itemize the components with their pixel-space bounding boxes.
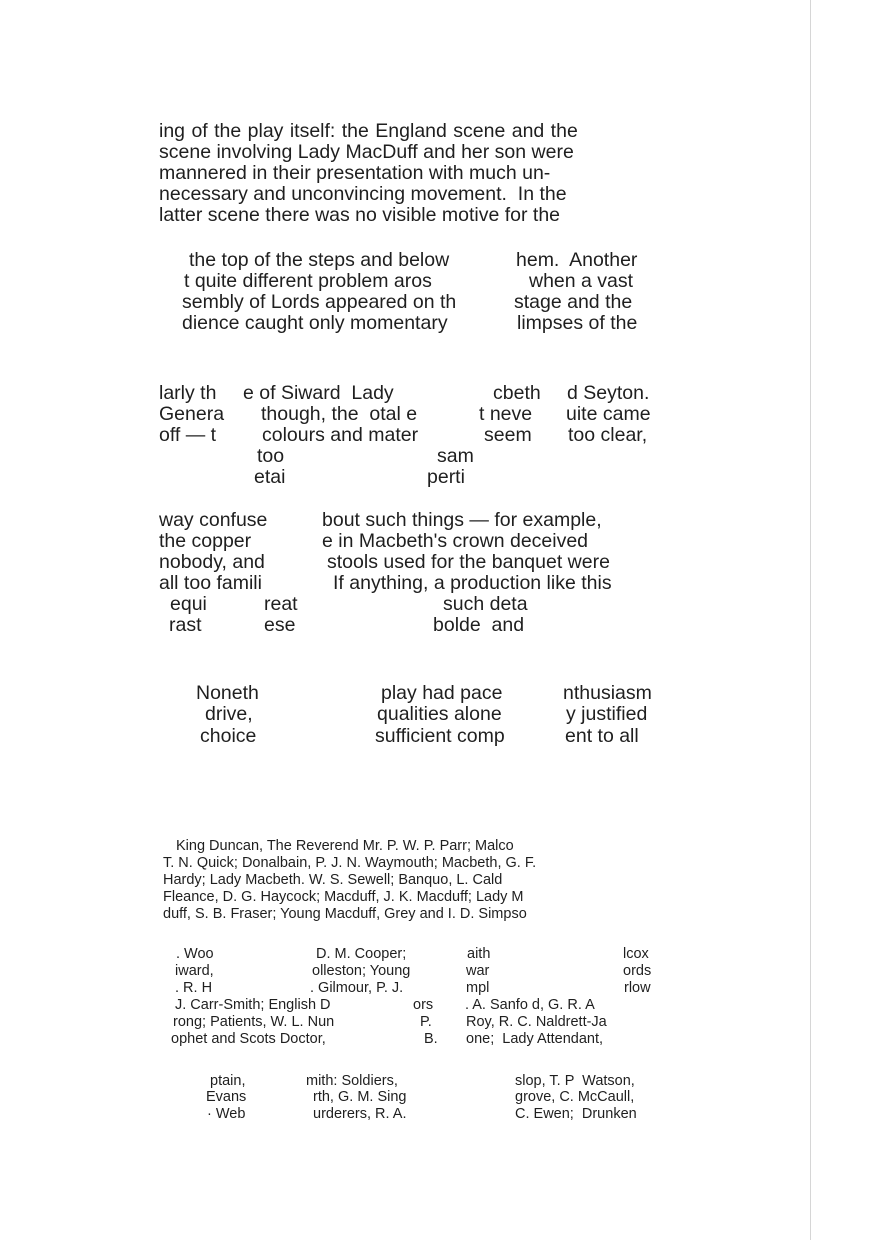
cast-fragment: ors (413, 997, 434, 1013)
text-fragment: colours and mater (262, 424, 419, 446)
text-fragment: ent to all (565, 725, 639, 747)
cast-fragment: C. Ewen; Drunken (515, 1106, 637, 1122)
text-fragment: hem. Another (516, 249, 638, 271)
cast-fragment: Evans (206, 1089, 247, 1105)
text-fragment: equi (170, 593, 207, 615)
text-fragment: sam (437, 445, 474, 467)
cast-fragment: mith: Soldiers, (306, 1073, 398, 1089)
cast-fragment: aith (467, 946, 491, 962)
cast-line: King Duncan, The Reverend Mr. P. W. P. Parr; Malco (176, 838, 514, 854)
text-fragment: uite came (566, 403, 651, 425)
text-fragment: play had pace (381, 682, 503, 704)
text-line: mannered in their presentation with much un- (159, 162, 551, 184)
text-fragment: sufficient comp (375, 725, 505, 747)
text-fragment: limpses of the (517, 312, 638, 334)
cast-fragment: J. Carr-Smith; English D (175, 997, 331, 1013)
text-line: ing of the play itself: the England scene and the (159, 120, 578, 142)
text-fragment: dience caught only momentary (182, 312, 448, 334)
cast-line: T. N. Quick; Donalbain, P. J. N. Waymouth; Macbeth, G. F. (163, 855, 537, 871)
text-fragment: reat (264, 593, 298, 615)
text-fragment: drive, (205, 703, 253, 725)
text-line: latter scene there was no visible motive for the (159, 204, 561, 226)
text-fragment: seem (484, 424, 532, 446)
text-fragment: Noneth (196, 682, 259, 704)
cast-fragment: . A. Sanfo d, G. R. A (465, 997, 595, 1013)
text-fragment: If anything, a production like this (333, 572, 612, 594)
text-fragment: all too famili (159, 572, 262, 594)
text-fragment: though, the otal e (261, 403, 418, 425)
cast-line: Hardy; Lady Macbeth. W. S. Sewell; Banquo, L. Cald (163, 872, 503, 888)
cast-fragment: . Woo (176, 946, 214, 962)
cast-fragment: . Gilmour, P. J. (310, 980, 404, 996)
text-fragment: nobody, and (159, 551, 265, 573)
text-fragment: stools used for the banquet were (327, 551, 610, 573)
cast-fragment: olleston; Young (312, 963, 411, 979)
cast-fragment: P. (420, 1014, 432, 1030)
cast-fragment: rth, G. M. Sing (313, 1089, 407, 1105)
text-fragment: perti (427, 466, 465, 488)
cast-fragment: urderers, R. A. (313, 1106, 407, 1122)
text-fragment: rast (169, 614, 202, 636)
text-fragment: e of Siward Lady (243, 382, 394, 404)
cast-fragment: war (466, 963, 490, 979)
cast-fragment: lcox (623, 946, 649, 962)
text-fragment: d Seyton. (567, 382, 650, 404)
text-fragment: t neve (479, 403, 533, 425)
cast-fragment: mpl (466, 980, 490, 996)
text-fragment: the copper (159, 530, 252, 552)
text-fragment: off — t (159, 424, 217, 446)
text-fragment: sembly of Lords appeared on th (182, 291, 457, 313)
cast-fragment: rong; Patients, W. L. Nun (173, 1014, 335, 1030)
text-fragment: nthusiasm (563, 682, 652, 704)
text-fragment: y justified (566, 703, 648, 725)
text-fragment: such deta (443, 593, 528, 615)
text-fragment: etai (254, 466, 286, 488)
cast-fragment: · Web (207, 1106, 246, 1122)
text-line: scene involving Lady MacDuff and her son were (159, 141, 574, 163)
cast-line: duff, S. B. Fraser; Young Macduff, Grey and I. D. Simpso (163, 906, 527, 922)
cast-fragment: iward, (175, 963, 214, 979)
text-fragment: bolde and (433, 614, 525, 636)
text-fragment: when a vast (529, 270, 634, 292)
text-fragment: t quite different problem aros (184, 270, 432, 292)
text-fragment: cbeth (493, 382, 541, 404)
text-line: necessary and unconvincing movement. In the (159, 183, 567, 205)
text-fragment: qualities alone (377, 703, 502, 725)
text-fragment: too clear, (568, 424, 648, 446)
text-fragment: the top of the steps and below (189, 249, 450, 271)
text-fragment: choice (200, 725, 257, 747)
cast-fragment: ophet and Scots Doctor, (171, 1031, 326, 1047)
text-fragment: stage and the (514, 291, 633, 313)
cast-fragment: ptain, (210, 1073, 246, 1089)
text-fragment: too (257, 445, 285, 467)
text-fragment: e in Macbeth's crown deceived (322, 530, 589, 552)
text-fragment: ese (264, 614, 296, 636)
cast-fragment: slop, T. P Watson, (515, 1073, 635, 1089)
cast-fragment: . R. H (175, 980, 213, 996)
cast-fragment: ords (623, 963, 652, 979)
cast-line: Fleance, D. G. Haycock; Macduff, J. K. Macduff; Lady M (163, 889, 524, 905)
cast-fragment: grove, C. McCaull, (515, 1089, 635, 1105)
cast-fragment: B. (424, 1031, 438, 1047)
text-fragment: bout such things — for example, (322, 509, 602, 531)
text-fragment: Genera (159, 403, 225, 425)
cast-fragment: rlow (624, 980, 651, 996)
cast-fragment: one; Lady Attendant, (466, 1031, 604, 1047)
text-fragment: larly th (159, 382, 217, 404)
page-edge (810, 0, 811, 1240)
cast-fragment: Roy, R. C. Naldrett-Ja (466, 1014, 607, 1030)
text-fragment: way confuse (159, 509, 268, 531)
cast-fragment: D. M. Cooper; (316, 946, 407, 962)
